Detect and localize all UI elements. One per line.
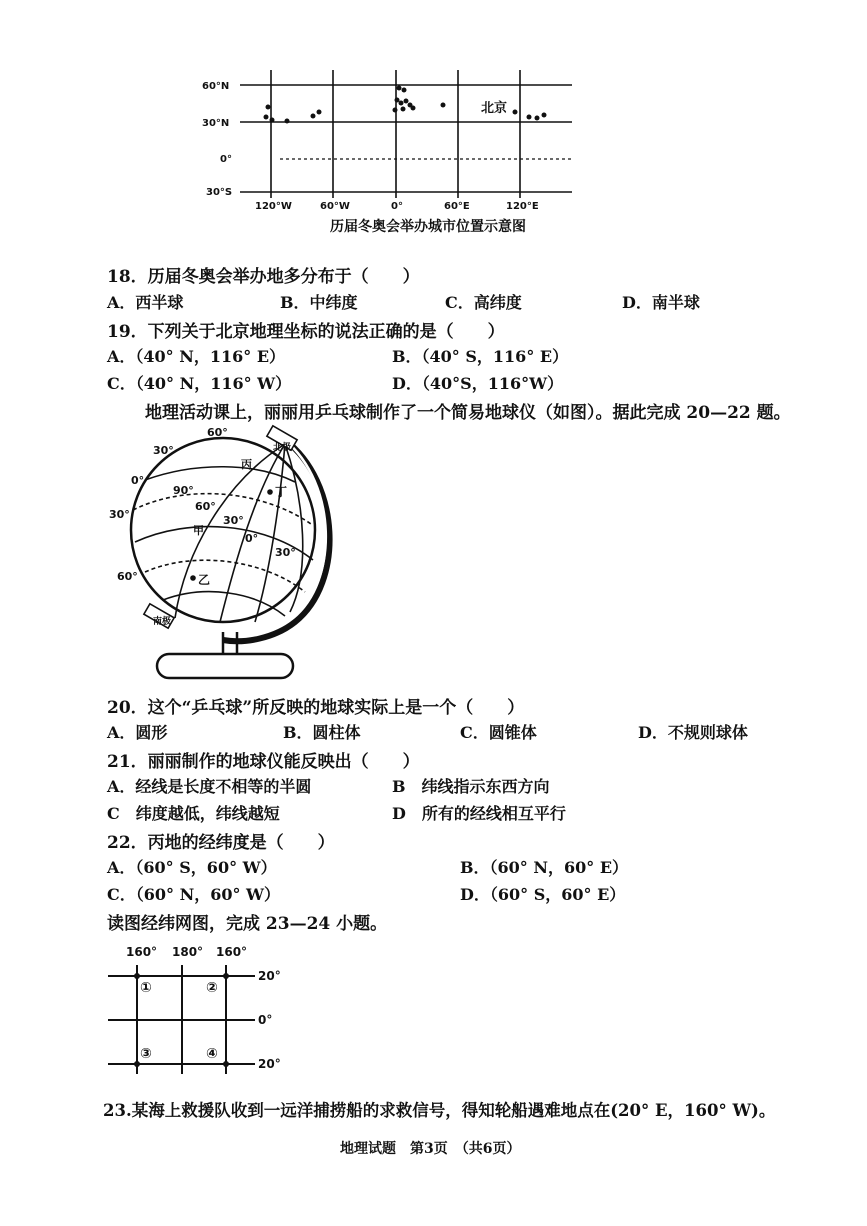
svg-text:乙: 乙 xyxy=(198,573,211,587)
q20-option-c[interactable]: C．圆锥体 xyxy=(460,723,537,742)
map1-lon-label: 120°E xyxy=(506,201,539,212)
svg-text:甲: 甲 xyxy=(193,524,204,537)
intro-20-22: 地理活动课上，丽丽用乒乓球制作了一个简易地球仪（如图）。据此完成 20—22 题。 xyxy=(145,403,791,423)
q18-option-c[interactable]: C．高纬度 xyxy=(445,293,522,312)
svg-text:④: ④ xyxy=(206,1046,218,1062)
beijing-label: 北京 xyxy=(481,101,508,116)
page-footer: 地理试题 第3页 （共6页） xyxy=(340,1141,521,1157)
intro-23-24: 读图经纬网图，完成 23—24 小题。 xyxy=(107,914,388,934)
map1-lat-label: 30°S xyxy=(206,187,233,198)
svg-text:30°: 30° xyxy=(275,546,296,559)
svg-text:0°: 0° xyxy=(258,1013,273,1027)
q19-option-b[interactable]: B．（40° S，116° E） xyxy=(392,347,569,366)
map1-lon-label: 0° xyxy=(391,201,403,212)
svg-text:20°: 20° xyxy=(258,1057,281,1071)
globe-figure xyxy=(105,422,345,684)
q18-stem: 18．历届冬奥会举办地多分布于（ ） xyxy=(107,267,420,287)
q21-option-d[interactable]: D 所有的经线相互平行 xyxy=(392,804,566,823)
svg-text:60°: 60° xyxy=(117,570,138,583)
q19-option-c[interactable]: C．（40° N，116° W） xyxy=(107,374,292,393)
svg-text:丙: 丙 xyxy=(241,458,252,471)
svg-text:②: ② xyxy=(206,980,218,996)
svg-text:南极: 南极 xyxy=(153,617,172,627)
svg-text:90°: 90° xyxy=(173,484,194,497)
svg-text:60°: 60° xyxy=(195,500,216,513)
svg-text:30°: 30° xyxy=(109,508,130,521)
q22-option-a[interactable]: A．（60° S，60° W） xyxy=(107,858,277,877)
svg-text:30°: 30° xyxy=(153,444,174,457)
q22-option-c[interactable]: C．（60° N，60° W） xyxy=(107,885,281,904)
svg-text:160°: 160° xyxy=(216,945,248,959)
q21-option-a[interactable]: A．经线是长度不相等的半圆 xyxy=(107,777,312,796)
q20-stem: 20．这个“乒乓球”所反映的地球实际上是一个（ ） xyxy=(107,698,525,718)
map1-lat-label: 30°N xyxy=(202,118,230,129)
map1-lon-label: 120°W xyxy=(255,201,292,212)
q20-option-a[interactable]: A．圆形 xyxy=(107,723,168,742)
svg-text:30°: 30° xyxy=(223,514,244,527)
svg-text:20°: 20° xyxy=(258,969,281,983)
graticule-grid xyxy=(100,940,300,1080)
q18-option-b[interactable]: B．中纬度 xyxy=(280,293,358,312)
svg-text:①: ① xyxy=(140,980,152,996)
q21-stem: 21．丽丽制作的地球仪能反映出（ ） xyxy=(107,752,420,772)
svg-text:60°: 60° xyxy=(207,426,228,439)
q19-option-d[interactable]: D．（40°S，116°W） xyxy=(392,374,564,393)
q18-option-d[interactable]: D．南半球 xyxy=(622,293,700,312)
q23-stem: 23.某海上救援队收到一远洋捕捞船的求救信号，得知轮船遇难地点在(20° E，160° W)。 xyxy=(103,1101,776,1120)
svg-text:北极: 北极 xyxy=(273,443,292,453)
map1-lat-label: 0° xyxy=(220,154,232,165)
q19-stem: 19．下列关于北京地理坐标的说法正确的是（ ） xyxy=(107,322,505,342)
q22-stem: 22．丙地的经纬度是（ ） xyxy=(107,833,335,853)
map1-lon-label: 60°E xyxy=(444,201,470,212)
q20-option-b[interactable]: B．圆柱体 xyxy=(283,723,361,742)
olympics-location-map xyxy=(200,70,590,220)
svg-text:180°: 180° xyxy=(172,945,204,959)
q21-option-b[interactable]: B 纬线指示东西方向 xyxy=(392,777,550,796)
map1-lon-label: 60°W xyxy=(320,201,350,212)
q18-option-a[interactable]: A．西半球 xyxy=(107,293,184,312)
map1-lat-label: 60°N xyxy=(202,81,230,92)
q22-option-b[interactable]: B．（60° N，60° E） xyxy=(460,858,629,877)
svg-text:0°: 0° xyxy=(131,474,145,487)
svg-text:160°: 160° xyxy=(126,945,158,959)
map1-caption: 历届冬奥会举办城市位置示意图 xyxy=(330,219,526,235)
svg-text:③: ③ xyxy=(140,1046,152,1062)
q19-option-a[interactable]: A．（40° N，116° E） xyxy=(107,347,286,366)
q20-option-d[interactable]: D．不规则球体 xyxy=(638,723,748,742)
svg-text:丁: 丁 xyxy=(275,485,288,499)
svg-text:0°: 0° xyxy=(245,532,259,545)
q21-option-c[interactable]: C 纬度越低，纬线越短 xyxy=(107,804,280,823)
q22-option-d[interactable]: D．（60° S，60° E） xyxy=(460,885,626,904)
